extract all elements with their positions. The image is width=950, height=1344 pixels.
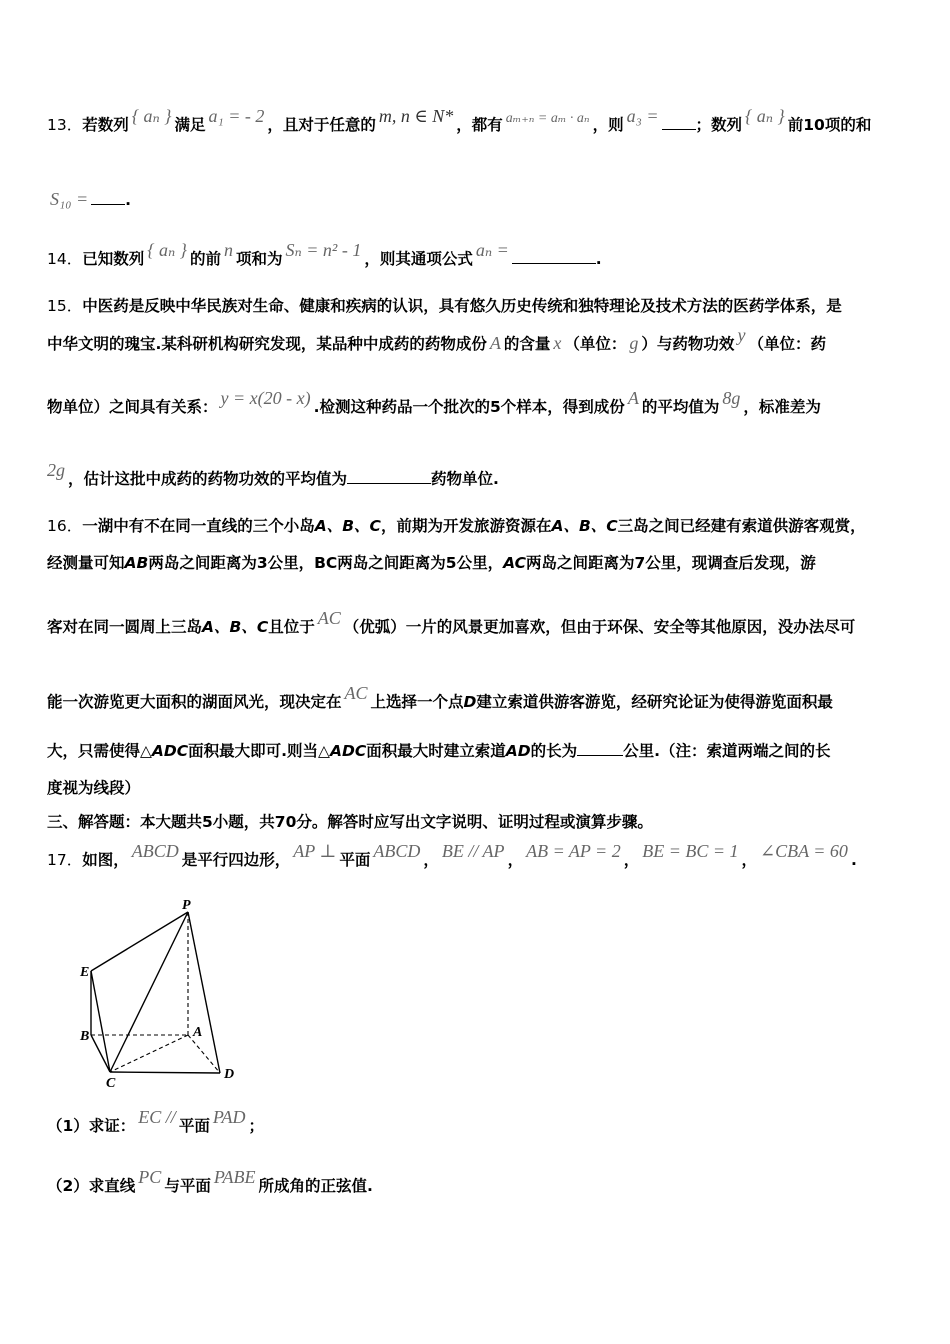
q14-line: 14．已知数列 { aₙ } 的前 n 项和为 Sₙ = n² - 1 ，则其通项公式 aₙ = . <box>47 240 602 268</box>
edge-AD <box>188 1035 220 1073</box>
math-relation: y = x(20 - x) <box>220 388 311 408</box>
blank-s10 <box>91 190 125 205</box>
q16-line3: 客对在同一圆周上三岛A、B、C且位于 AC （优弧）一片的风景更加喜欢，但由于环保、安全等其他原因，没办法尽可 <box>47 608 856 636</box>
q16-line6: 度视为线段） <box>47 779 141 797</box>
edge-PD <box>188 912 220 1073</box>
math-seq: { aₙ } <box>131 106 172 126</box>
blank-q15 <box>347 469 431 484</box>
label-C: C <box>106 1076 116 1090</box>
q16-line5: 大，只需使得△ADC面积最大即可.则当△ADC面积最大时建立索道AD的长为 公里.（注：索道两端之间的长 <box>47 742 831 760</box>
blank-an <box>512 249 596 264</box>
label-A: A <box>193 1025 203 1040</box>
label-D: D <box>224 1067 235 1082</box>
math-arc2: AC <box>344 683 368 703</box>
math-seq: { aₙ } <box>147 240 187 260</box>
q16-line2: 经测量可知AB两岛之间距离为3公里，BC两岛之间距离为5公里，AC两岛之间距离为7公里，现调查后发现，游 <box>47 554 816 572</box>
q17-part2: （2）求直线 PC 与平面 PABE 所成角的正弦值. <box>47 1167 373 1195</box>
label-E: E <box>80 965 90 980</box>
q17-part1: （1）求证： EC // 平面 PAD ； <box>47 1107 265 1135</box>
math-n: n <box>223 240 233 260</box>
edge-CD <box>110 1072 220 1073</box>
q15-line3: 物单位）之间具有关系： y = x(20 - x) .检测这种药品一个批次的5个样本，得到成份 A 的平均值为 8g ，标准差为 <box>47 388 821 416</box>
q16-line1: 16．一湖中有不在同一直线的三个小岛A、B、C，前期为开发旅游资源在A、B、C三岛之间已经建有索道供游客观赏， <box>47 517 866 535</box>
q15-line1: 15．中医药是反映中华民族对生命、健康和疾病的认识，具有悠久历史传统和独特理论及技术方法的医药学体系，是 <box>47 297 842 315</box>
math-a3: a₃ = <box>626 106 659 126</box>
q16-line4: 能一次游览更大面积的湖面风光，现决定在 AC 上选择一个点D建立索道供游客游览，经研究论证为使得游览面积最 <box>47 683 833 711</box>
section-header: 三、解答题：本大题共5小题，共70分。解答时应写出文字说明、证明过程或演算步骤。 <box>47 813 653 831</box>
blank-a3 <box>662 115 696 130</box>
geometry-figure <box>72 895 252 1090</box>
edge-EC <box>91 971 110 1072</box>
blank-q16 <box>577 741 623 756</box>
math-seq2: { aₙ } <box>745 106 785 126</box>
edge-AC <box>110 1035 188 1072</box>
math-sn: Sₙ = n² - 1 <box>285 240 362 260</box>
math-s10: S₁₀ = <box>50 189 89 209</box>
q17-line: 17．如图， ABCD 是平行四边形， AP ⊥ 平面 ABCD ， BE // AP ， AB = AP = 2 ， BE = BC = 1 ， ∠CBA = 60 . <box>47 841 857 869</box>
math-arc: AC <box>317 608 341 628</box>
label-B: B <box>80 1029 90 1044</box>
math-relation: aₘ₊ₙ = aₘ · aₙ <box>505 111 590 126</box>
math-mn: m, n ∈ N* <box>378 106 454 126</box>
label-P: P <box>182 898 191 913</box>
q15-line4: 2g ，估计这批中成药的药物功效的平均值为 药物单位. <box>47 460 499 488</box>
q15-line2: 中华文明的瑰宝.某科研机构研究发现，某品种中成药的药物成份 A 的含量 x （单位： g ）与药物功效 y （单位：药 <box>47 325 826 353</box>
math-a1: a₁ = - 2 <box>208 106 265 126</box>
math-an: aₙ = <box>475 240 509 260</box>
q13-line2: S₁₀ = . <box>47 189 131 210</box>
q13-line1: 13．若数列 { aₙ } 满足 a₁ = - 2 ，且对于任意的 m, n ∈ N* ，都有 aₘ₊ₙ = aₘ · aₙ ，则 a₃ = ；数列 { aₙ } 前10项的和 <box>47 106 872 134</box>
